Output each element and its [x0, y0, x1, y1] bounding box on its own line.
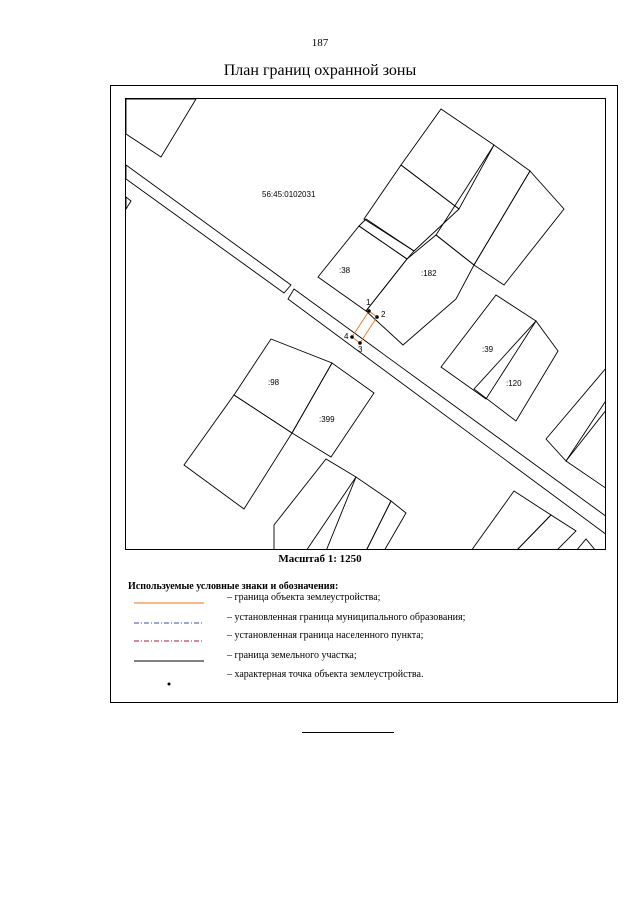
separator-line: [302, 732, 394, 733]
parcel-outline: [126, 197, 131, 209]
legend-item-land-parcel-boundary: [132, 650, 552, 664]
legend-item-object-boundary: [132, 592, 552, 606]
road-strip-upper: [126, 165, 291, 293]
point-4-marker: [350, 335, 354, 339]
point-1-marker: [367, 309, 371, 313]
dot-symbol: [132, 669, 212, 691]
parcel-outline: [546, 367, 606, 461]
legend-item-label: – граница земельного участка;: [227, 650, 357, 661]
blue-dash-dot-line-symbol: [132, 612, 212, 626]
parcel-outline: [436, 145, 530, 265]
legend-item-settlement-boundary: [132, 630, 552, 644]
parcel-label: :38: [339, 266, 351, 275]
red-dash-dot-line-symbol: [132, 630, 212, 644]
parcel-label: :39: [482, 345, 494, 354]
parcel-outline: [184, 395, 292, 509]
parcel-outline: [274, 459, 356, 550]
parcel-outline: [516, 515, 576, 550]
parcel-outline: [474, 171, 564, 285]
parcel-38-outline: [318, 226, 407, 311]
document-title: План границ охранной зоны: [223, 62, 417, 79]
black-line-symbol: [132, 650, 212, 664]
legend-item-label: – граница объекта землеустройства;: [227, 592, 381, 603]
cadastral-block-label: 56:45:0102031: [262, 190, 316, 199]
road-strip-lower: [288, 289, 606, 535]
parcel-outline: [364, 165, 459, 251]
point-label: 4: [344, 332, 349, 341]
object-boundary: [352, 311, 377, 343]
legend-item-characteristic-point: [132, 669, 552, 683]
parcel-outline: [366, 501, 406, 550]
parcel-outline: [566, 409, 606, 489]
scale-label: Масштаб 1: 1250: [278, 553, 362, 565]
point-label: 3: [358, 345, 363, 354]
point-label: 1: [366, 298, 371, 307]
legend-item-municipal-boundary: [132, 612, 552, 626]
legend-title: Используемые условные знаки и обозначения:: [128, 581, 339, 592]
parcel-outline: [576, 539, 596, 550]
legend-item-label: – установленная граница муниципального образования;: [227, 612, 466, 623]
page-number: 187: [311, 37, 329, 49]
parcel-outline: [359, 219, 414, 259]
parcel-outline: [471, 491, 551, 550]
parcel-399-outline: [292, 363, 374, 457]
parcel-label: :120: [506, 379, 522, 388]
parcel-182-outline: [366, 235, 474, 345]
plan-drawing: [126, 99, 606, 550]
parcel-120-outline: [474, 321, 558, 421]
parcel-label: :98: [268, 378, 280, 387]
parcel-outline: [126, 99, 196, 157]
point-2-marker: [375, 315, 379, 319]
legend-item-label: – установленная граница населенного пункта;: [227, 630, 424, 641]
point-label: 2: [381, 310, 386, 319]
parcel-98-outline: [234, 339, 332, 433]
cadastral-plan: [125, 98, 606, 550]
parcel-outline: [401, 109, 494, 209]
parcel-label: :399: [319, 415, 335, 424]
parcel-label: :182: [421, 269, 437, 278]
orange-line-symbol: [132, 592, 212, 606]
legend-item-label: – характерная точка объекта землеустройства.: [227, 669, 424, 680]
parcel-outline: [326, 477, 391, 550]
